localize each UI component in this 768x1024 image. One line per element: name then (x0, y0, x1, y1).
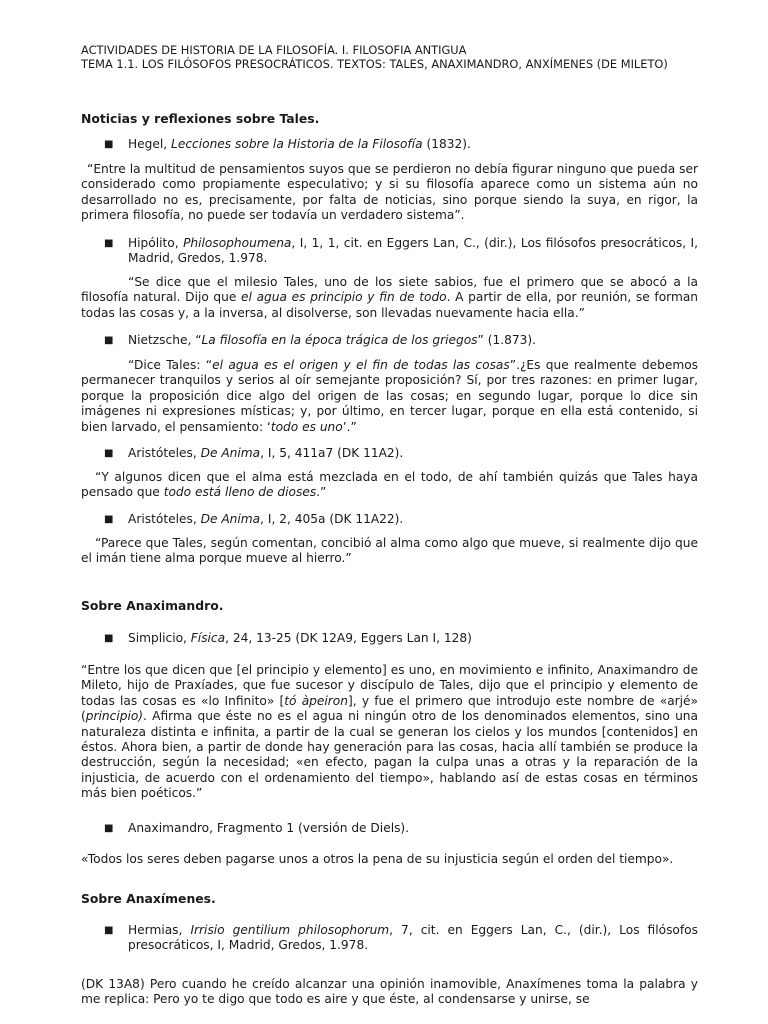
quote-hermias: (DK 13A8) Pero cuando he creído alcanzar una opinión inamovible, Anaxímenes toma la palabra y me replica: Pero yo te digo que todo es aire y que éste, al condensarse y unirse, se (81, 977, 698, 1007)
bullet-icon: ■ (104, 448, 114, 459)
quote-hipolito: “Se dice que el milesio Tales, uno de los siete sabios, fue el primero que se abocó a la filosofía natural. Dijo que el agua es principio y fin de todo. A partir de ella, por reunión, se forman todas las cosas y, a la inversa, al disolverse, son llevadas nuevamente hacia ella.” (81, 275, 699, 320)
quote-simplicio: “Entre los que dicen que [el principio y elemento] es uno, en movimiento e infinito, Anaximandro de Mileto, hijo de Praxíades, que fue sucesor y discípulo de Tales, dijo que el principio y elemento de todas las cosas es «lo Infinito» [tó àpeiron], y fue el primero que introdujo este nombre de «arjé» (principio). Afirma que éste no es el agua ni ningún otro de los denominados elementos, sino una naturaleza distinta e infinita, a partir de la cual se generan los cielos y los mundos [contenidos] en éstos. Ahora bien, a partir de donde hay generación para las cosas, hacia allí también se produce la destrucción, según la necesidad; «en efecto, pagan la culpa unas a otras y la reparación de la injusticia, de acuerdo con el ordenamiento del tiempo», hablando así de estas cosas en términos más bien poéticos.” (81, 663, 699, 801)
bullet-icon: ■ (104, 139, 114, 150)
quote-fragmento-1: «Todos los seres deben pagarse unos a otros la pena de su injusticia según el orden del tiempo». (81, 852, 674, 866)
bullet-icon: ■ (104, 633, 114, 644)
section-heading-tales: Noticias y reflexiones sobre Tales. (81, 111, 320, 126)
bullet-icon: ■ (104, 335, 114, 346)
section-heading-anaximandro: Sobre Anaximandro. (81, 598, 224, 613)
document-header (81, 44, 698, 71)
bullet-icon: ■ (104, 514, 114, 525)
quote-hegel: “Entre la multitud de pensamientos suyos que se perdieron no debía figurar ninguno que pueda ser considerado como propiamente especulativo; y si su filosofía aparece como un sistema aún no desarrollado no es, precisamente, por falta de noticias, sino porque siendo la suya, en rigor, la primera filosofía, no puede ser todavía un verdadero sistema”. (81, 162, 698, 223)
bullet-icon: ■ (104, 925, 114, 936)
quote-aristoteles-2: “Parece que Tales, según comentan, concibió al alma como algo que mueve, si realmente dijo que el imán tiene alma porque mueve al hierro.” (81, 536, 698, 566)
document-page: ACTIVIDADES DE HISTORIA DE LA FILOSOFÍA. I. FILOSOFIA ANTIGUA TEMA 1.1. LOS FILÓSOFOS PRESOCRÁTICOS. TEXTOS: TALES, ANAXIMANDRO, ANXÍMENES (DE MILETO) Noticias y reflexiones sobre Tales. ■ Hegel, Lecciones sobre la Historia de la Filosofía (1832). “Entre la multitud de pensamientos suyos que se perdieron no debía figurar ninguno que pueda ser considerado como propiamente especulativo; y si su filosofía aparece como un sistema aún no desarrollado no es, precisamente, por falta de noticias, sino porque siendo la suya, en rigor, la primera filosofía, no puede ser todavía un verdadero sistema”. ■ Hipólito, Philosophoumena, I, 1, 1, cit. en Eggers Lan, C., (dir.), Los filósofos presocráticos, I, Madrid, Gredos, 1.978. “Se dice que el milesio Tales, uno de los siete sabios, fue el primero que se abocó a la filosofía natural. Dijo que el agua es principio y fin de todo. A partir de ella, por reunión, se forman todas las cosas y, a la inversa, al disolverse, son llevadas nuevamente hacia ella.” ■ Nietzsche, “La filosofía en la época trágica de los griegos” (1.873). “Dice Tales: “el agua es el origen y el fin de todas las cosas”.¿Es que realmente debemos permanecer tranquilos y serios al oír semejante proposición? Sí, por tres razones: en primer lugar, porque la proposición dice algo del origen de las cosas; en segundo lugar, porque lo dice sin imágenes ni expresiones místicas; y, por último, en tercer lugar, porque en ella está contenido, si bien larvado, el pensamiento: ‘todo es uno’.” ■ Aristóteles, De Anima, I, 5, 411a7 (DK 11A2). “Y algunos dicen que el alma está mezclada en el todo, de ahí también quizás que Tales haya pensado que todo está lleno de dioses.” ■ Aristóteles, De Anima, I, 2, 405a (DK 11A22). “Parece que Tales, según comentan, concibió al alma como algo que mueve, si realmente dijo que el imán tiene alma porque mueve al hierro.” Sobre Anaximandro. ■ Simplicio, Física, 24, 13-25 (DK 12A9, Eggers Lan I, 128) “Entre los que dicen que [el principio y elemento] es uno, en movimiento e infinito, Anaximandro de Mileto, hijo de Praxíades, que fue sucesor y discípulo de Tales, dijo que el principio y elemento de todas las cosas es «lo Infinito» [tó àpeiron], y fue el primero que introdujo este nombre de «arjé» (principio). Afirma que éste no es el agua ni ningún otro de los denominados elementos, sino una naturaleza distinta e infinita, a partir de la cual se generan los cielos y los mundos [contenidos] en éstos. Ahora bien, a partir de donde hay generación para las cosas, hacia allí también se produce la destrucción, según la necesidad; «en efecto, pagan la culpa unas a otras y la reparación de la injusticia, de acuerdo con el ordenamiento del tiempo», hablando así de estas cosas en términos más bien poéticos.” ■ Anaximandro, Fragmento 1 (versión de Diels). «Todos los seres deben pagarse unos a otros la pena de su injusticia según el orden del tiempo». Sobre Anaxímenes. ■ Hermias, Irrisio gentilium philosophorum, 7, cit. en Eggers Lan, C., (dir.), Los filósofos presocráticos, I, Madrid, Gredos, 1.978. (DK 13A8) Pero cuando he creído alcanzar una opinión inamovible, Anaxímenes toma la palabra y me replica: Pero yo te digo que todo es aire y que éste, al condensarse y unirse, se (81, 43, 699, 1007)
quote-nietzsche: “Dice Tales: “el agua es el origen y el fin de todas las cosas”.¿Es que realmente debemos permanecer tranquilos y serios al oír semejante proposición? Sí, por tres razones: en primer lugar, porque la proposición dice algo del origen de las cosas; en segundo lugar, porque lo dice sin imágenes ni expresiones místicas; y, por último, en tercer lugar, porque en ella está contenido, si bien larvado, el pensamiento: ‘todo es uno’.” (81, 358, 698, 434)
quote-aristoteles-1: “Y algunos dicen que el alma está mezclada en el todo, de ahí también quizás que Tales haya pensado que todo está lleno de dioses.” (81, 470, 698, 500)
bullet-icon: ■ (104, 823, 114, 834)
header-line-1: ACTIVIDADES DE HISTORIA DE LA FILOSOFÍA. I. FILOSOFIA ANTIGUA (81, 43, 467, 57)
header-line-2: TEMA 1.1. LOS FILÓSOFOS PRESOCRÁTICOS. TEXTOS: TALES, ANAXIMANDRO, ANXÍMENES (DE MILETO) (81, 56, 668, 71)
bullet-icon: ■ (104, 238, 114, 249)
section-heading-anaximenes: Sobre Anaxímenes. (81, 891, 216, 906)
